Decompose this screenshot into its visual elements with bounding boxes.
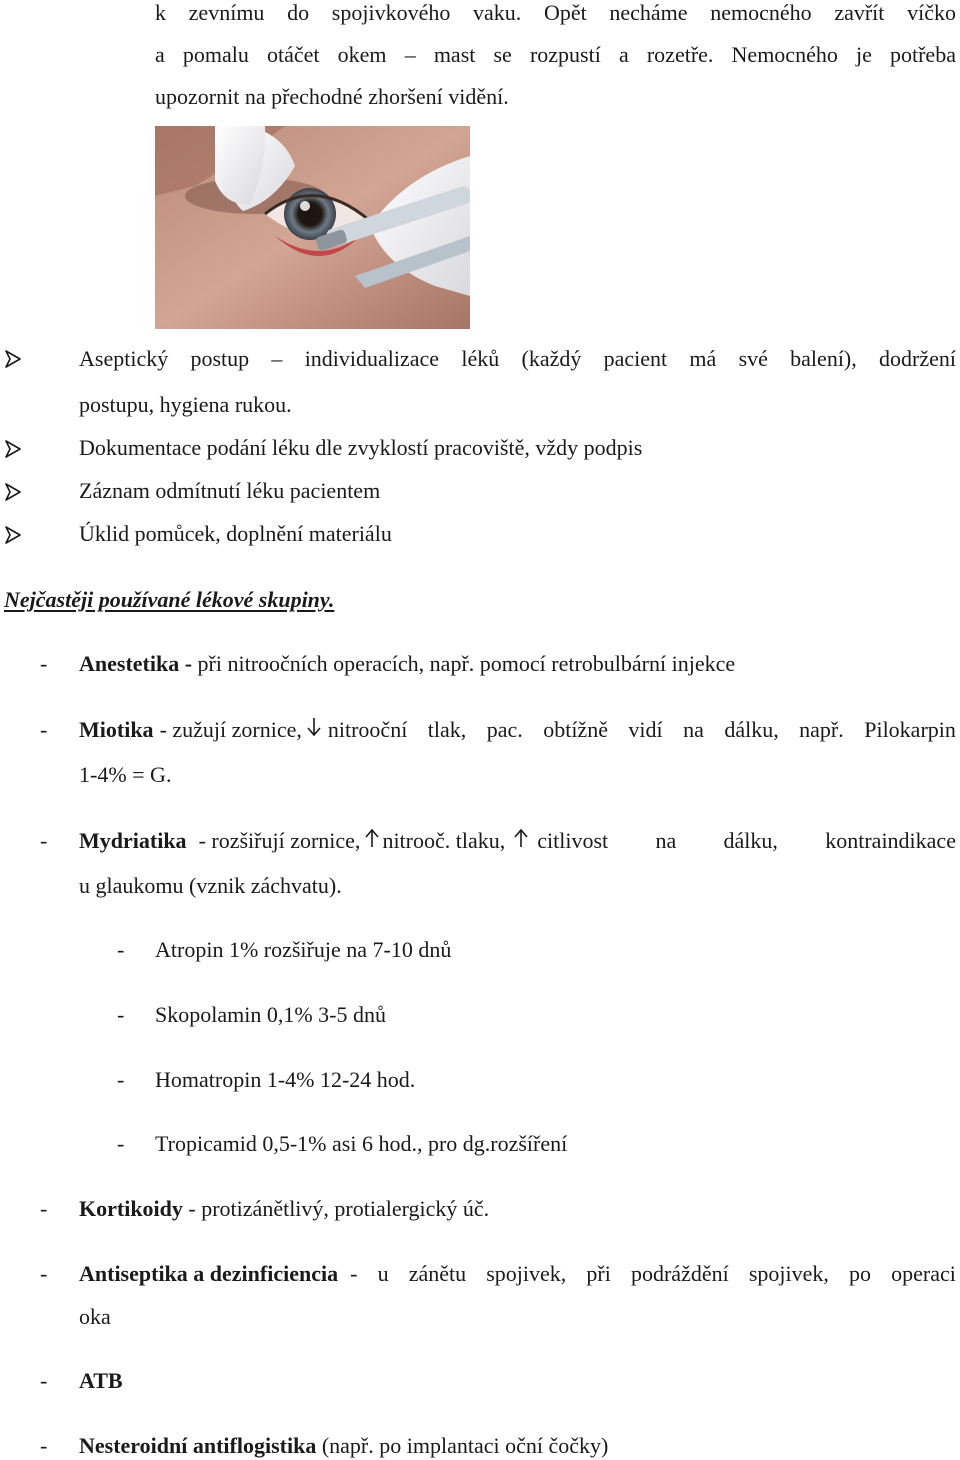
word: podráždění	[630, 1261, 729, 1286]
intro-line-2	[155, 42, 956, 68]
item-term: Mydriatika	[79, 828, 187, 853]
arrowhead-bullet-icon	[4, 526, 22, 544]
word: na	[683, 717, 704, 742]
item-term: ATB	[79, 1368, 123, 1393]
word: Nemocného	[731, 42, 838, 67]
item-term: Kortikoidy	[79, 1196, 183, 1221]
word: Opět	[543, 0, 587, 25]
item-atb	[79, 1368, 123, 1394]
word: vaku.	[473, 0, 522, 25]
list-dash: -	[40, 1196, 48, 1221]
word: nitrooční	[327, 717, 408, 742]
eye-ointment-photo	[155, 126, 470, 329]
sub-item-homatropin: Homatropin 1-4% 12-24 hod.	[155, 1067, 416, 1092]
item-mydriatika-line-2: u glaukomu (vznik záchvatu).	[79, 873, 342, 898]
list-dash: -	[40, 1368, 48, 1393]
item-text: - zužují zornice,	[159, 717, 302, 742]
word: se	[493, 42, 512, 67]
list-dash: -	[40, 717, 48, 742]
word: k	[155, 0, 166, 25]
arrow-up-icon	[513, 828, 529, 848]
word: –	[271, 346, 283, 371]
word: okem	[337, 42, 387, 67]
word: postup	[190, 346, 250, 371]
item-anestetika	[79, 651, 735, 677]
word: Aseptický	[79, 346, 169, 371]
word: operaci	[891, 1261, 956, 1286]
arrowhead-bullet-icon	[4, 440, 22, 458]
word: spojivek,	[748, 1261, 829, 1286]
item-miotika-line-2: 1-4% = G.	[79, 762, 172, 787]
arrow-down-icon	[306, 717, 322, 737]
word: a	[155, 42, 165, 67]
word: mast	[433, 42, 476, 67]
word: při	[586, 1261, 611, 1286]
word: léků	[461, 346, 500, 371]
word: např.	[799, 717, 844, 742]
word: pomalu	[182, 42, 249, 67]
item-term: Anestetika -	[79, 651, 193, 676]
word: rozetře.	[646, 42, 714, 67]
word: dálku,	[723, 828, 778, 853]
bullet-aseptic-line-2: postupu, hygiena rukou.	[79, 392, 292, 417]
bullet-refusal-record: Záznam odmítnutí léku pacientem	[79, 478, 381, 503]
item-text: nitrooč. tlaku,	[382, 828, 506, 853]
intro-line-1	[155, 0, 956, 26]
sub-item-tropicamid: Tropicamid 0,5-1% asi 6 hod., pro dg.rozšíření	[155, 1131, 568, 1156]
list-dash: -	[117, 1067, 125, 1092]
word: dodržení	[879, 346, 956, 371]
item-text-justified	[328, 717, 956, 743]
word: má	[689, 346, 717, 371]
word: spojivkového	[331, 0, 451, 25]
sub-item-atropin: Atropin 1% rozšiřuje na 7-10 dnů	[155, 937, 452, 962]
arrow-up-icon	[364, 828, 380, 848]
word: pacient	[603, 346, 668, 371]
intro-line-3: upozornit na přechodné zhoršení vidění.	[155, 84, 509, 109]
word: balení),	[790, 346, 857, 371]
arrowhead-bullet-icon	[4, 350, 22, 368]
word: individualizace	[304, 346, 440, 371]
item-mydriatika-line-1	[79, 828, 956, 854]
item-term: Nesteroidní antiflogistika	[79, 1433, 317, 1458]
list-dash: -	[40, 651, 48, 676]
item-term: Antiseptika a dezinficiencia	[79, 1261, 339, 1286]
list-dash: -	[117, 937, 125, 962]
item-text: při nitroočních operacích, např. pomocí retrobulbární injekce	[192, 651, 736, 676]
item-text: - rozšiřují zornice,	[198, 828, 361, 853]
word: -	[350, 1261, 358, 1286]
item-text-justified	[350, 1261, 956, 1287]
word: víčko	[907, 0, 956, 25]
word: necháme	[609, 0, 688, 25]
bullet-cleanup: Úklid pomůcek, doplnění materiálu	[79, 521, 392, 546]
list-dash: -	[40, 1261, 48, 1286]
word: na	[655, 828, 677, 853]
section-heading: Nejčastěji používané lékové skupiny.	[4, 587, 335, 612]
word: po	[849, 1261, 872, 1286]
word: dálku,	[724, 717, 779, 742]
word: zavřít	[834, 0, 885, 25]
item-miotika-line-1	[79, 717, 956, 743]
word: do	[287, 0, 310, 25]
bullet-aseptic-line-1	[79, 346, 956, 372]
word: je	[855, 42, 872, 67]
word: tlak,	[427, 717, 467, 742]
item-nesteroidni	[79, 1433, 608, 1459]
word: citlivost	[537, 828, 609, 853]
word: a	[618, 42, 629, 67]
list-dash: -	[117, 1131, 125, 1156]
arrowhead-bullet-icon	[4, 483, 22, 501]
word: vidí	[628, 717, 663, 742]
item-term: Miotika	[79, 717, 154, 742]
item-text: (např. po implantaci oční čočky)	[316, 1433, 609, 1458]
item-kortikoidy	[79, 1196, 489, 1222]
word: spojivek,	[486, 1261, 567, 1286]
word: zánětu	[408, 1261, 467, 1286]
list-dash: -	[40, 828, 48, 853]
word: kontraindikace	[825, 828, 956, 853]
word: obtížně	[543, 717, 608, 742]
word: otáčet	[267, 42, 320, 67]
word: zevnímu	[188, 0, 265, 25]
word: u	[377, 1261, 389, 1286]
word: rozpustí	[529, 42, 601, 67]
word: (každý	[521, 346, 582, 371]
word: potřeba	[889, 42, 956, 67]
item-antiseptika-line-1	[79, 1261, 956, 1287]
word: nemocného	[710, 0, 812, 25]
word: Pilokarpin	[864, 717, 956, 742]
word: pac.	[486, 717, 523, 742]
item-text: - protizánětlivý, protialergický úč.	[182, 1196, 490, 1221]
item-text-justified	[537, 828, 956, 854]
word: –	[404, 42, 416, 67]
list-dash: -	[40, 1433, 48, 1458]
bullet-documentation: Dokumentace podání léku dle zvyklostí pracoviště, vždy podpis	[79, 435, 643, 460]
item-antiseptika-line-2: oka	[79, 1304, 111, 1329]
sub-item-skopolamin: Skopolamin 0,1% 3-5 dnů	[155, 1002, 386, 1027]
word: své	[738, 346, 768, 371]
list-dash: -	[117, 1002, 125, 1027]
